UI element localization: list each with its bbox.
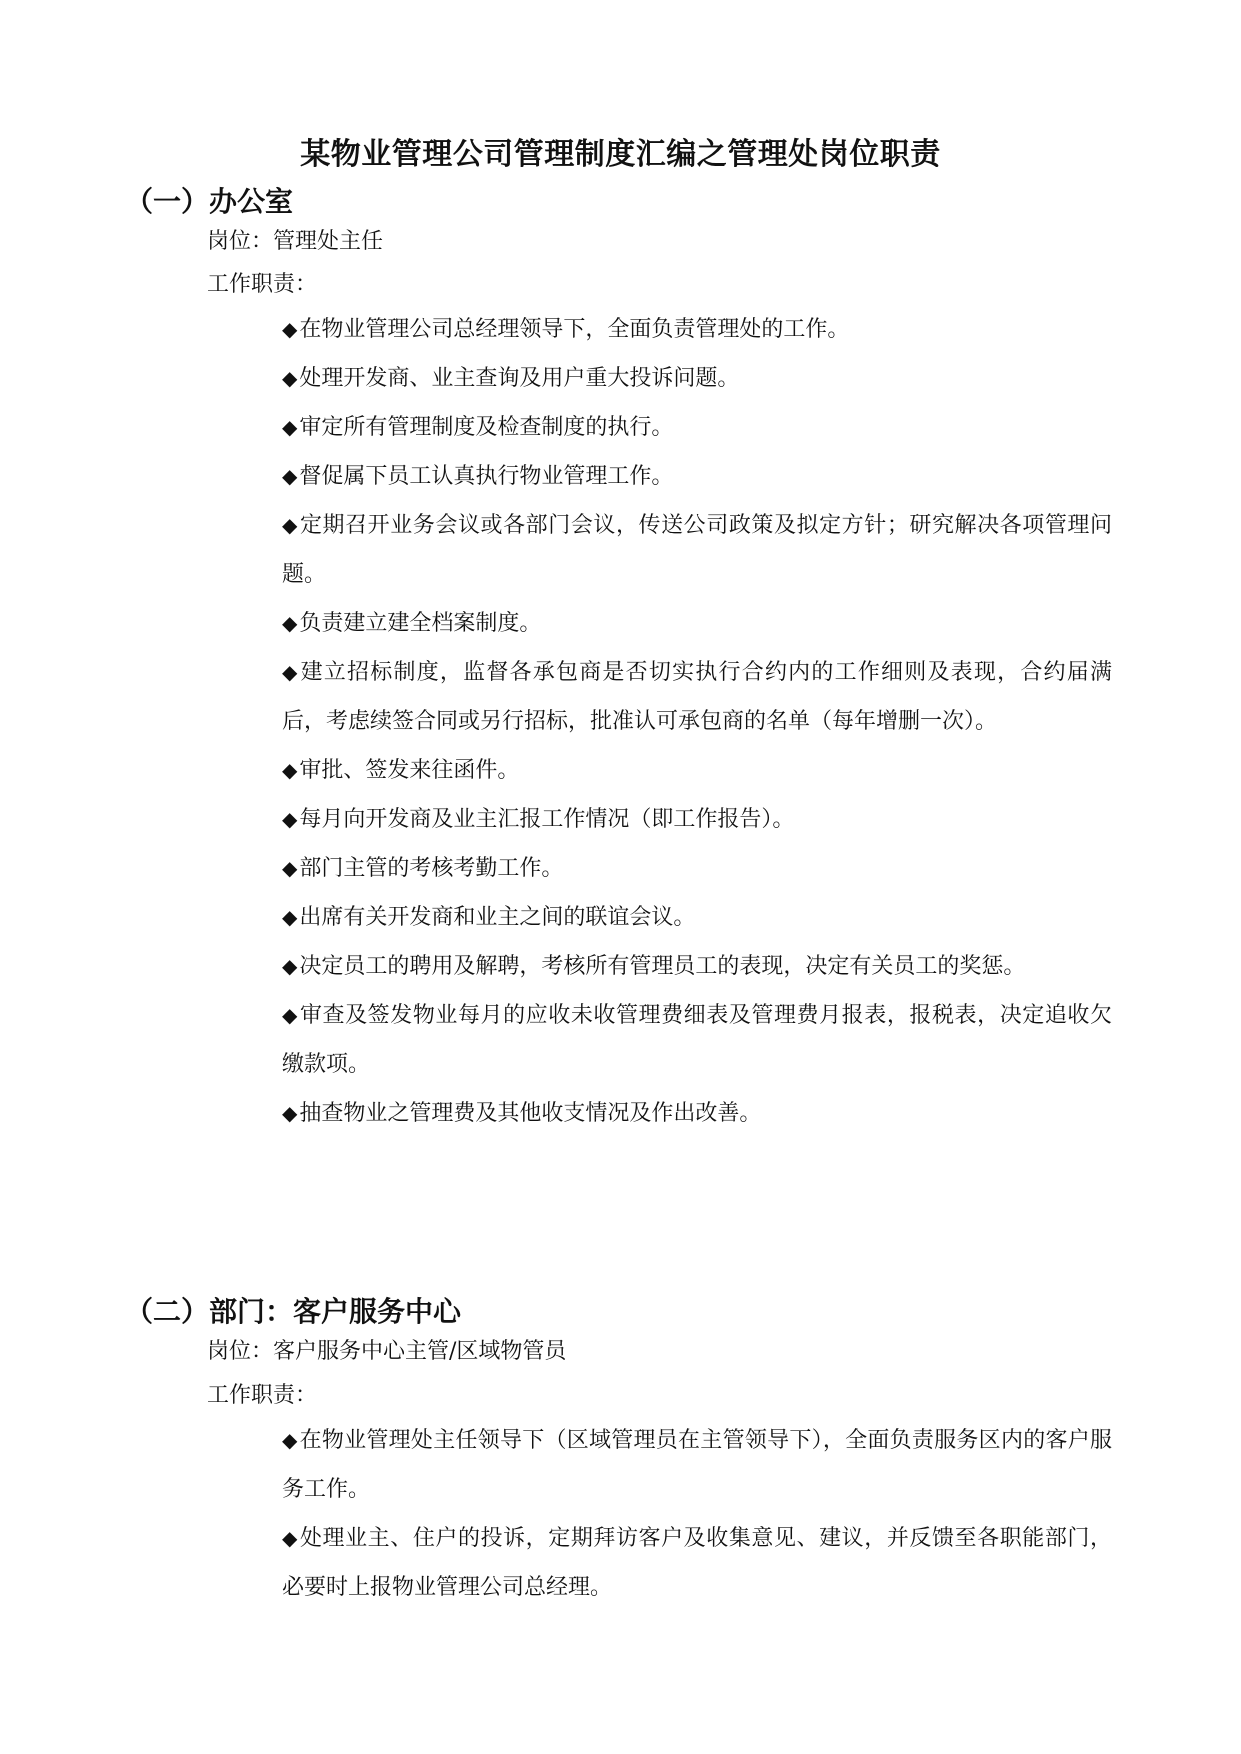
diamond-bullet-icon: ◆ [282,660,299,684]
diamond-bullet-icon: ◆ [282,954,298,978]
duty-item: ◆决定员工的聘用及解聘，考核所有管理员工的表现，决定有关员工的奖惩。 [282,954,1026,979]
diamond-bullet-icon: ◆ [282,807,298,831]
diamond-bullet-icon: ◆ [282,611,298,635]
duty-item: ◆部门主管的考核考勤工作。 [282,856,564,881]
diamond-bullet-icon: ◆ [282,415,298,439]
duty-list-office [282,305,1112,1138]
duty-item: ◆抽查物业之管理费及其他收支情况及作出改善。 [282,1101,762,1126]
diamond-bullet-icon: ◆ [282,905,298,929]
diamond-bullet-icon: ◆ [282,856,298,880]
duty-item: ◆审查及签发物业每月的应收未收管理费细表及管理费月报表，报税表，决定追收欠缴款项。 [282,1003,1112,1077]
diamond-bullet-icon: ◆ [282,464,298,488]
duty-item: ◆定期召开业务会议或各部门会议，传送公司政策及拟定方针；研究解决各项管理问题。 [282,513,1112,587]
position-line: 岗位：客户服务中心主管/区域物管员 [207,1339,567,1364]
duty-item: ◆审定所有管理制度及检查制度的执行。 [282,415,674,440]
diamond-bullet-icon: ◆ [282,1101,298,1125]
duty-item: ◆每月向开发商及业主汇报工作情况（即工作报告）。 [282,807,795,832]
duty-item: ◆建立招标制度，监督各承包商是否切实执行合约内的工作细则及表现，合约届满后，考虑续签合同或另行招标，批准认可承包商的名单（每年增删一次）。 [282,660,1112,734]
duty-item: ◆处理开发商、业主查询及用户重大投诉问题。 [282,366,740,391]
diamond-bullet-icon: ◆ [282,1526,298,1550]
diamond-bullet-icon: ◆ [282,758,298,782]
duty-item: ◆在物业管理处主任领导下（区域管理员在主管领导下），全面负责服务区内的客户服务工作。 [282,1428,1112,1502]
section-heading-customer-service: （二）部门：客户服务中心 [125,1295,462,1328]
diamond-bullet-icon: ◆ [282,513,298,537]
duty-item: ◆审批、签发来往函件。 [282,758,520,783]
duty-item: ◆在物业管理公司总经理领导下，全面负责管理处的工作。 [282,317,850,342]
duty-item: ◆出席有关开发商和业主之间的联谊会议。 [282,905,696,930]
document-title: 某物业管理公司管理制度汇编之管理处岗位职责 [300,137,941,172]
duty-item: ◆负责建立建全档案制度。 [282,611,542,636]
diamond-bullet-icon: ◆ [282,366,298,390]
duties-label: 工作职责： [207,272,318,297]
section-heading-office: （一）办公室 [125,185,294,218]
diamond-bullet-icon: ◆ [282,1003,298,1027]
duty-list-customer-service [282,1416,1112,1612]
duty-item: ◆督促属下员工认真执行物业管理工作。 [282,464,674,489]
diamond-bullet-icon: ◆ [282,1428,298,1452]
position-line: 岗位：管理处主任 [207,229,384,254]
duties-label: 工作职责： [207,1383,318,1408]
duty-item: ◆处理业主、住户的投诉，定期拜访客户及收集意见、建议，并反馈至各职能部门，必要时上报物业管理公司总经理。 [282,1526,1112,1600]
diamond-bullet-icon: ◆ [282,317,298,341]
